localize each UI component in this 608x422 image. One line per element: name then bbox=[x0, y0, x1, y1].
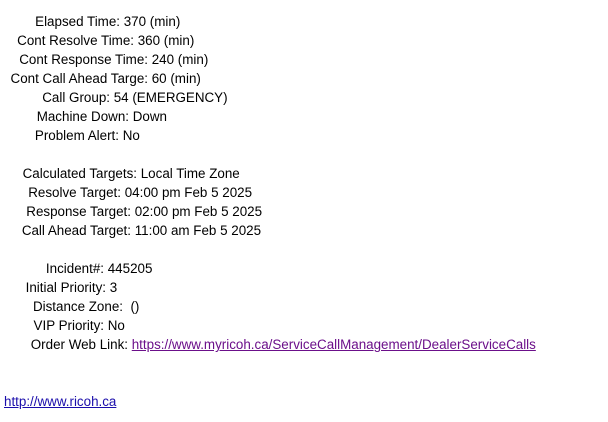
ricoh-home-link[interactable]: http://www.ricoh.ca bbox=[4, 394, 117, 409]
cont-response-time-row bbox=[0, 50, 208, 69]
response-target-row bbox=[0, 202, 262, 221]
response-target-label: Response Target: bbox=[26, 204, 131, 219]
call-ahead-target-label: Call Ahead Target: bbox=[21, 223, 131, 238]
resolve-target-value: 04:00 pm Feb 5 2025 bbox=[124, 185, 253, 200]
response-target-value: 02:00 pm Feb 5 2025 bbox=[134, 204, 263, 219]
distance-zone-value: () bbox=[126, 299, 140, 314]
vip-priority-label: VIP Priority: bbox=[33, 318, 104, 333]
incident-number-value: 445205 bbox=[107, 261, 153, 276]
problem-alert-label: Problem Alert: bbox=[34, 128, 119, 143]
call-ahead-target-row bbox=[0, 221, 261, 240]
order-web-link[interactable]: https://www.myricoh.ca/ServiceCallManagement/DealerServiceCalls bbox=[131, 337, 536, 352]
machine-down-row bbox=[0, 107, 167, 126]
cont-resolve-time-value: 360 (min) bbox=[137, 33, 195, 48]
footer-row bbox=[4, 392, 116, 411]
cont-call-ahead-row bbox=[0, 69, 201, 88]
problem-alert-row bbox=[0, 126, 140, 145]
calculated-targets-label: Calculated Targets: bbox=[22, 166, 137, 181]
machine-down-value: Down bbox=[132, 109, 167, 124]
cont-resolve-time-label: Cont Resolve Time: bbox=[17, 33, 134, 48]
resolve-target-label: Resolve Target: bbox=[28, 185, 121, 200]
problem-alert-value: No bbox=[122, 128, 140, 143]
elapsed-time-label: Elapsed Time: bbox=[35, 14, 120, 29]
cont-response-time-value: 240 (min) bbox=[151, 52, 209, 67]
call-group-row bbox=[0, 88, 228, 107]
cont-response-time-label: Cont Response Time: bbox=[19, 52, 148, 67]
vip-priority-row bbox=[0, 316, 125, 335]
incident-number-label: Incident#: bbox=[45, 261, 104, 276]
distance-zone-label: Distance Zone: bbox=[32, 299, 123, 314]
cont-resolve-time-row bbox=[0, 31, 194, 50]
machine-down-label: Machine Down: bbox=[36, 109, 129, 124]
order-web-link-row bbox=[0, 335, 536, 354]
calculated-targets-value: Local Time Zone bbox=[140, 166, 240, 181]
vip-priority-value: No bbox=[107, 318, 125, 333]
incident-number-row bbox=[0, 259, 152, 278]
calculated-targets-row bbox=[0, 164, 240, 183]
elapsed-time-value: 370 (min) bbox=[123, 14, 181, 29]
call-ahead-target-value: 11:00 am Feb 5 2025 bbox=[134, 223, 262, 238]
cont-call-ahead-label: Cont Call Ahead Targe: bbox=[10, 71, 148, 86]
initial-priority-value: 3 bbox=[109, 280, 118, 295]
initial-priority-row bbox=[0, 278, 117, 297]
initial-priority-label: Initial Priority: bbox=[25, 280, 106, 295]
distance-zone-row bbox=[0, 297, 139, 316]
order-web-link-label: Order Web Link: bbox=[30, 337, 128, 352]
resolve-target-row bbox=[0, 183, 252, 202]
elapsed-time-row bbox=[0, 12, 180, 31]
cont-call-ahead-value: 60 (min) bbox=[151, 71, 201, 86]
call-group-value: 54 (EMERGENCY) bbox=[113, 90, 228, 105]
call-group-label: Call Group: bbox=[42, 90, 110, 105]
